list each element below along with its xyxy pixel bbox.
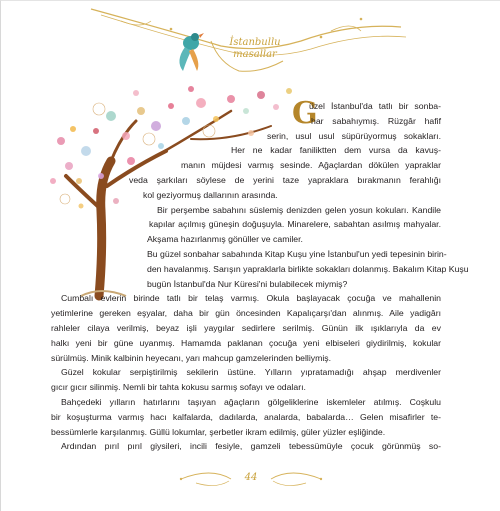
text-line: gıcır gıcır silinmiş. Nemli bir tahta kokusu sarmış sofayı ve odaları.: [51, 382, 306, 393]
paragraph-5: [51, 365, 441, 395]
text-line: yetimlerine gereken eşyalar, daha bir gün öncesinden Kapalıçarşı'dan alınmış. Aile yadigârı: [51, 308, 441, 319]
text-line: bir koşuşturma varmış hacı kalfalarda, dadılarda, analarda, babalarda… Gelen misafirler te-: [51, 411, 441, 422]
paragraph-7: [51, 439, 441, 454]
badge-line1: İstanbullu: [229, 37, 281, 48]
text-line: Her ne kadar faniliktten dem vursa da kavuş-: [231, 145, 441, 156]
drop-cap: G: [292, 96, 318, 131]
paragraph-2: [51, 203, 441, 247]
text-line: har sabahıymış. Rüzgâr hafif: [311, 115, 441, 126]
text-line: rahleler cilaya verilmiş, beyaz işli yaygılar sedirlere serilmiş. Günün ilk ışıklarıyla da ev: [51, 322, 441, 333]
text-line: Güzel kokular serpiştirilmiş sekilerin üstüne. Yılların yıpratamadığı ahşap merdivenler: [61, 367, 441, 378]
text-line: Bu güzel sonbahar sabahında Kitap Kuşu yine İstanbul'un yedi tepesinin birin-: [147, 248, 447, 259]
paragraph-1: [51, 96, 441, 203]
text-line: veda şarkıları söylese de yerini taze yapraklara bırakmanın ferahlığı: [129, 174, 441, 185]
text-line: sürülmüş. Minik kalbinin heyecanı, yarı mahcup gamzelerinden belliymiş.: [51, 352, 332, 363]
paragraph-4: [51, 291, 441, 365]
text-line: üzel İstanbul'da tatlı bir sonba-: [309, 101, 441, 111]
text-line: manın müjdesi varmış sesinde. Ağaçlardan dökülen yapraklar: [181, 160, 441, 171]
badge-line2: masallar: [233, 49, 277, 60]
text-line: Ardından pırıl pırıl giysileri, incili fesiyle, gamzeli tebessümüyle çocuk görünmüş so-: [61, 441, 441, 452]
text-line: kol geziyormuş dallarının arasında.: [143, 189, 278, 200]
text-line: serin, usul usul süpürüyormuş sokakları.: [267, 130, 441, 141]
text-line: kapılar açılmış güneşin doğuşuyla. Minarelere, sabahtan asılmış mahyalar.: [149, 219, 441, 230]
page-number: 44: [244, 472, 258, 483]
paragraph-6: [51, 395, 441, 439]
text-line: Cumbalı evlerin birinde tatlı bir telaş varmış. Okula başlayacak çocuğa ve mahallenin: [61, 293, 441, 304]
series-badge: [225, 37, 285, 67]
text-line: Bir perşembe sabahını süslemiş denizden gelen yosun kokuları. Kandile: [157, 204, 441, 215]
text-line: den havalanmış. Sarışın yapraklarla birlikte sokakları dolanmış. Bakalım Kitap Kuşu: [147, 263, 469, 274]
bird-icon: [171, 27, 211, 73]
text-line: bugün İstanbul'da Nur Küresi'ni bulabilecek miymiş?: [147, 278, 348, 289]
text-line: bessümlerle karşılanmış. Güllü lokumlar, şerbetler ikram edilmiş, güler yüzler eşliğinde.: [51, 426, 386, 437]
paragraph-3: [51, 247, 469, 291]
text-line: Akşama hazırlanmış gönüller ve camiler.: [147, 234, 303, 245]
text-line: halkı yeni bir güne uyanmış. Hamamda paklanan çocuğa yeni elbiseleri giydirilmiş, kokular: [51, 337, 441, 348]
text-line: Bahçedeki yılların hatırlarını taşıyan ağaçların gölgeliklerine iskemleler atılmış. Coşkulu: [61, 396, 441, 407]
body-text: [51, 96, 469, 454]
